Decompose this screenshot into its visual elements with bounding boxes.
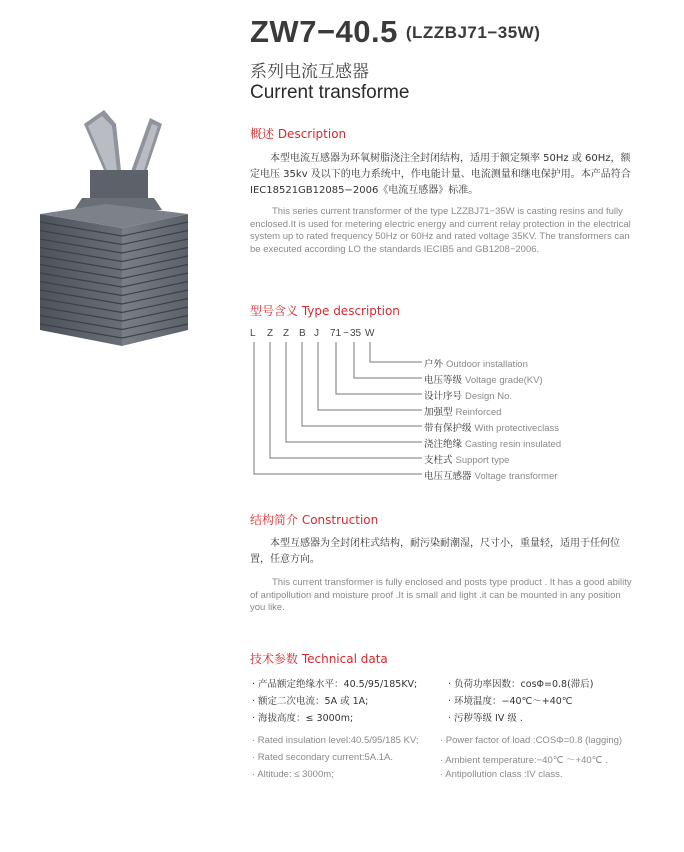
tech-en-left: · Rated insulation level:40.5/95/185 KV;	[252, 735, 419, 746]
legend-en: Voltage transformer	[474, 471, 558, 482]
legend-en: Support type	[455, 455, 510, 466]
code-char: 71	[330, 328, 342, 339]
code-char: W	[365, 328, 375, 339]
code-char: J	[314, 328, 319, 339]
tech-cn-right: · 环境温度：−40℃～+40℃	[448, 696, 573, 707]
code-char: Z	[267, 328, 274, 339]
legend-cn: 电压等级	[424, 375, 463, 386]
legend-en: Casting resin insulated	[465, 439, 562, 450]
legend-en: Outdoor installation	[446, 359, 528, 370]
tech-cn-left: · 海拔高度：≤ 3000m;	[252, 713, 354, 724]
type-heading: 型号含义 Type description	[250, 304, 400, 318]
top-insulator	[74, 170, 162, 210]
tech-cn-left: · 产品额定绝缘水平：40.5/95/185KV;	[252, 679, 418, 690]
legend-item	[424, 420, 559, 434]
tech-en-left: · Rated secondary current:5A.1A.	[252, 752, 393, 763]
title-chinese: 系列电流互感器	[250, 62, 369, 82]
code-char: L	[250, 328, 256, 339]
tech-cn-right: · 负荷功率因数：cosΦ=0.8(滞后)	[448, 679, 594, 690]
construction-heading: 结构简介 Construction	[250, 513, 379, 527]
legend-cn: 支柱式	[424, 455, 453, 466]
code-char: −	[343, 328, 349, 339]
legend-cn: 加强型	[424, 407, 453, 418]
description-cn: 本型电流互感器为环氧树脂浇注全封闭结构，适用于额定频率 50Hz 或 60Hz，额定电压 35kv 及以下的电力系统中，作电能计量、电流测量和继电保护用。本产品符合 IEC18521GB12085−2006《电流互感器》标准。	[250, 153, 631, 196]
product-image	[22, 110, 222, 360]
legend-item	[424, 356, 528, 370]
tech-en-left: · Altitude: ≤ 3000m;	[252, 769, 334, 780]
model-title	[250, 14, 540, 50]
legend-item	[424, 436, 561, 450]
model-number: ZW7−40.5	[250, 14, 398, 49]
description-heading: 概述 Description	[250, 127, 347, 141]
tech-en-right: · Ambient temperature:−40℃ ～+40℃ .	[440, 755, 608, 766]
legend-item	[424, 388, 512, 402]
legend-item	[424, 452, 509, 466]
legend-en: Reinforced	[455, 407, 502, 418]
legend-cn: 浇注绝缘	[424, 439, 463, 450]
construction-cn: 本型互感器为全封闭柱式结构，耐污染耐潮湿，尺寸小，重量轻，适用于任何位置，任意方向。	[250, 538, 620, 565]
tech-cn-left: · 额定二次电流：5A 或 1A;	[252, 696, 369, 707]
legend-item	[424, 468, 557, 482]
legend-cn: 设计序号	[424, 391, 463, 402]
title-english: Current transforme	[250, 82, 410, 103]
type-connector-lines	[250, 340, 430, 480]
model-subtitle: (LZZBJ71−35W)	[405, 23, 541, 42]
description-en: This series current transformer of the type LZZBJ71−35W is casting resins and fully enclosed.It is used for metering electric energy and current relay protection in the electrical system up to rated frequency 50Hz or 60Hz and rated voltage 35KV. The transformers can be executed according LO the standards IECIB5 and GB1208−2006.	[250, 206, 631, 255]
code-char: 35	[350, 328, 362, 339]
tech-cn-right: · 污秽等级 IV 级 .	[448, 713, 523, 724]
technical-heading: 技术参数 Technical data	[250, 652, 388, 666]
legend-en: Voltage grade(KV)	[465, 375, 543, 386]
legend-en: With protectiveclass	[474, 423, 559, 434]
code-char: Z	[283, 328, 290, 339]
legend-cn: 户外	[424, 359, 444, 370]
tech-en-right: · Power factor of load :COSΦ=0.8 (lagging)	[440, 735, 623, 746]
legend-item	[424, 404, 501, 418]
legend-cn: 带有保护级	[424, 423, 472, 434]
construction-en: This current transformer is fully enclosed and posts type product . It has a good ability of antipollution and moisture proof .It is small and light .it can be mounted in any position you like.	[250, 577, 632, 613]
legend-item	[424, 372, 543, 386]
tech-en-right: · Antipollution class :IV class.	[440, 769, 563, 780]
code-char: B	[299, 328, 306, 339]
legend-cn: 电压互感器	[424, 471, 472, 482]
legend-en: Design No.	[465, 391, 513, 402]
